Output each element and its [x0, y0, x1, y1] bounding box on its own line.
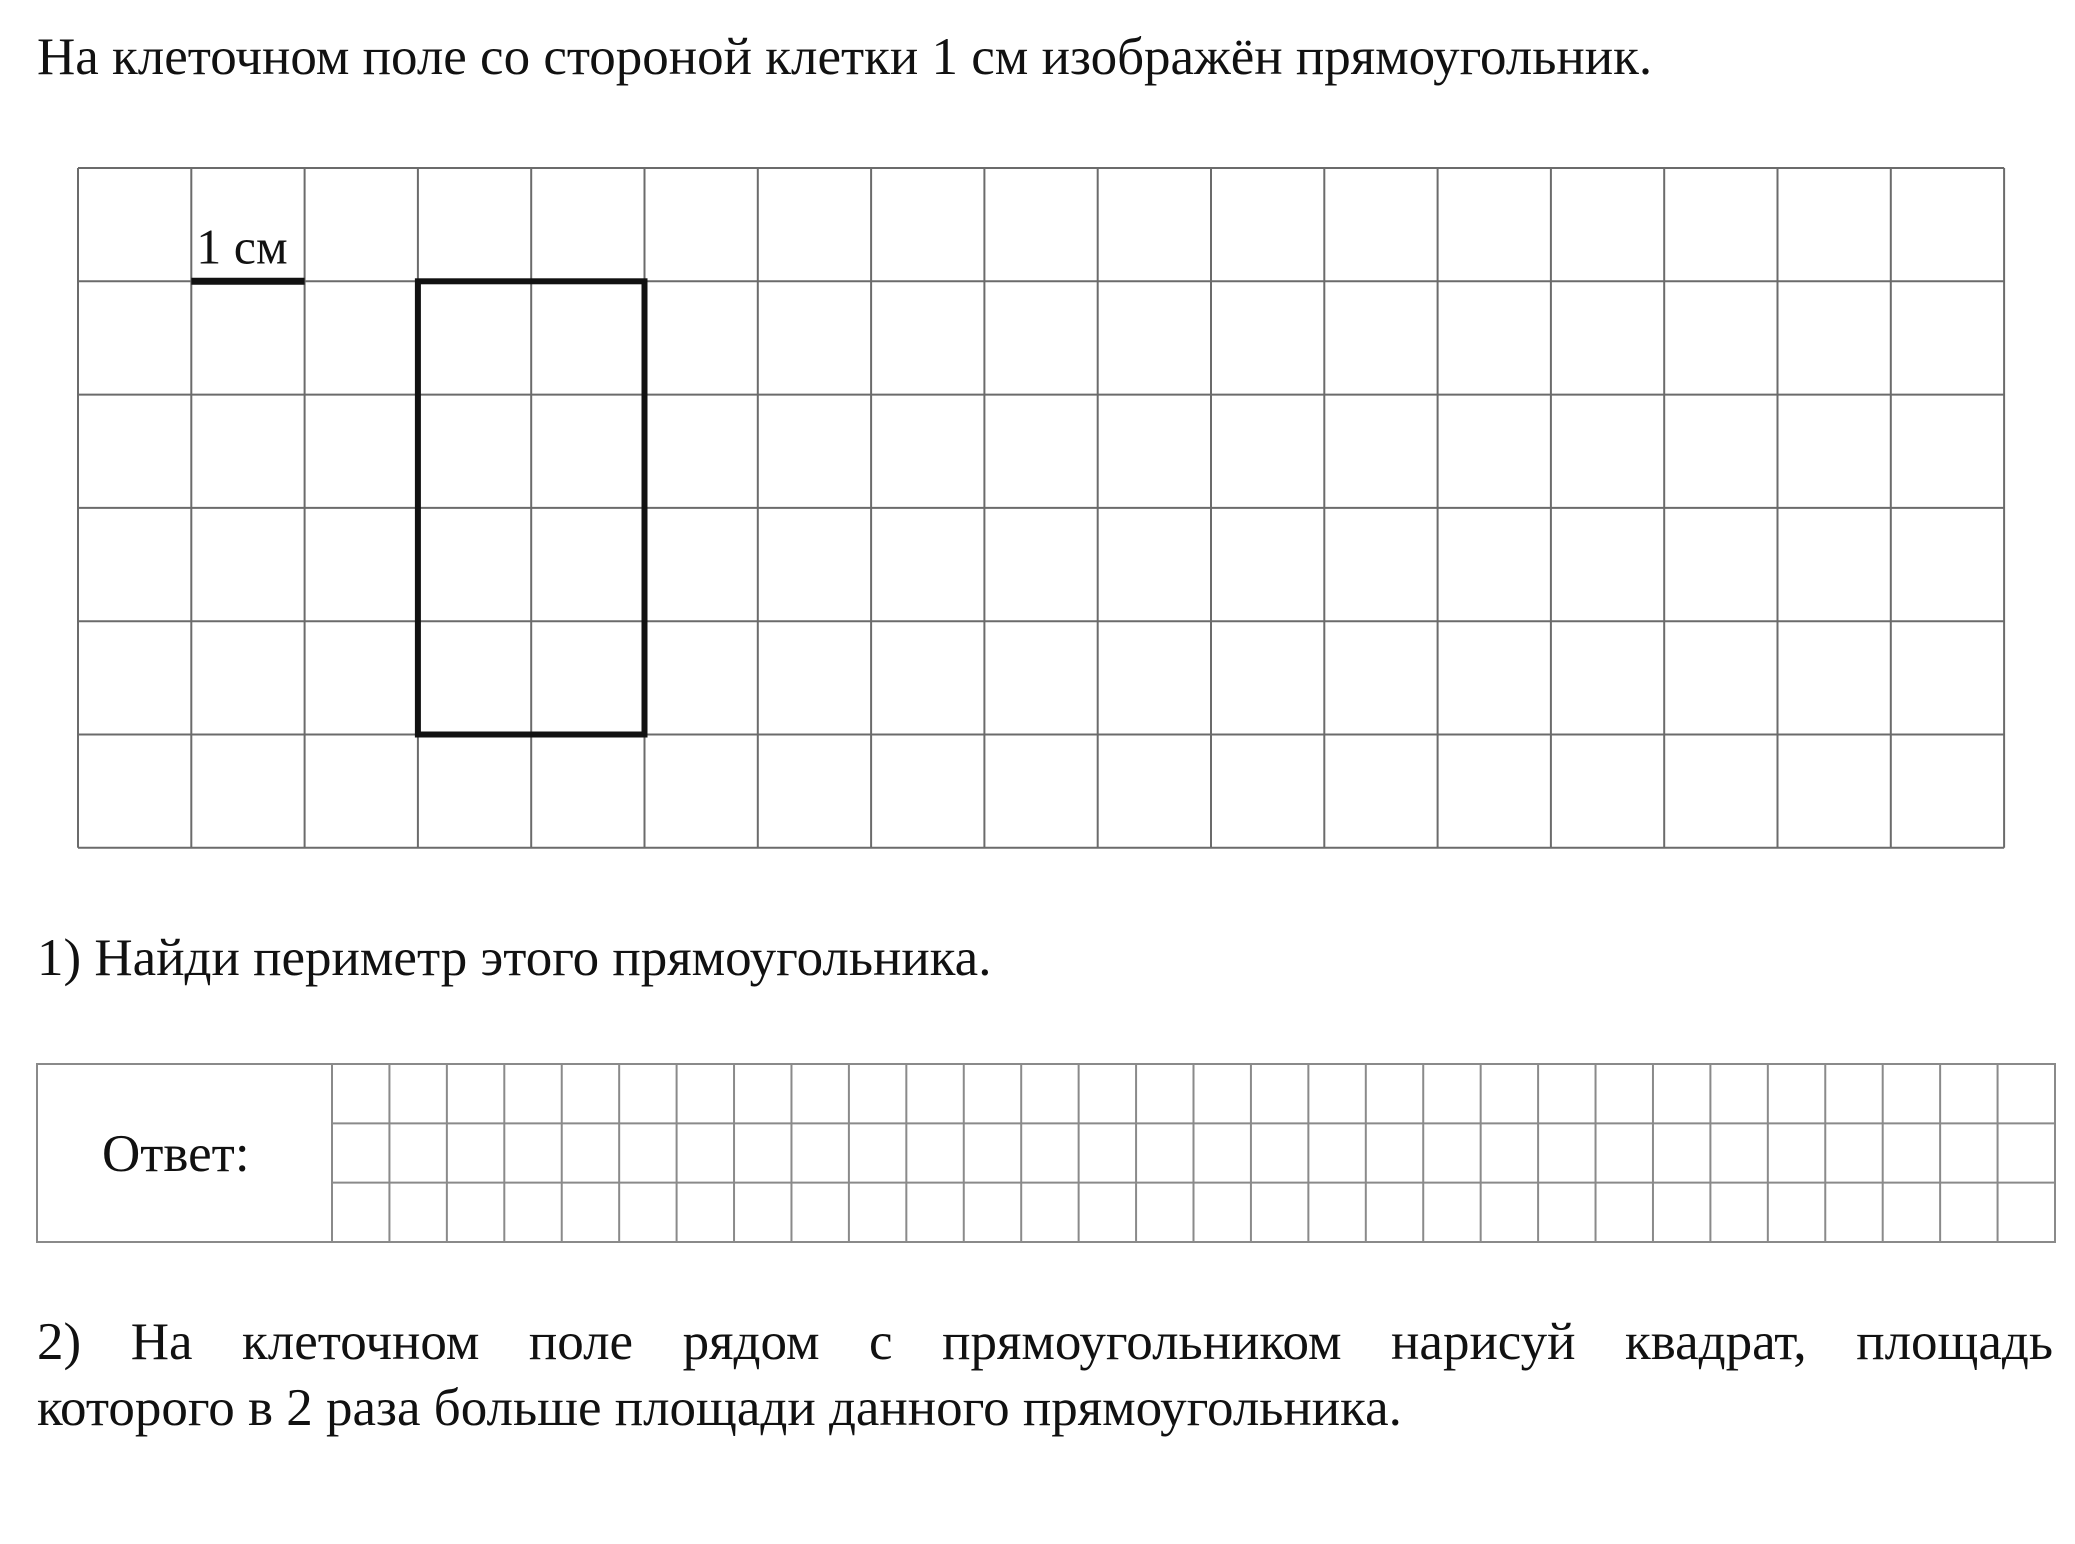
grid-lines — [78, 168, 2004, 848]
unit-label: 1 см — [196, 218, 288, 275]
intro-text: На клеточном поле со стороной клетки 1 см изображён прямоугольник. — [37, 28, 1653, 86]
answer-box — [37, 1064, 2055, 1242]
answer-frame — [37, 1064, 2055, 1242]
question-1: 1) Найди периметр этого прямоугольника. — [37, 929, 992, 987]
answer-label: Ответ: — [102, 1125, 250, 1183]
question-2-line-2: которого в 2 раза больше площади данного прямоугольника. — [37, 1379, 1402, 1437]
answer-cells[interactable] — [332, 1064, 2055, 1242]
question-2-line-1: 2) На клеточном поле рядом с прямоугольником нарисуй квадрат, площадь — [37, 1313, 2053, 1371]
question-2 — [37, 1309, 2053, 1441]
